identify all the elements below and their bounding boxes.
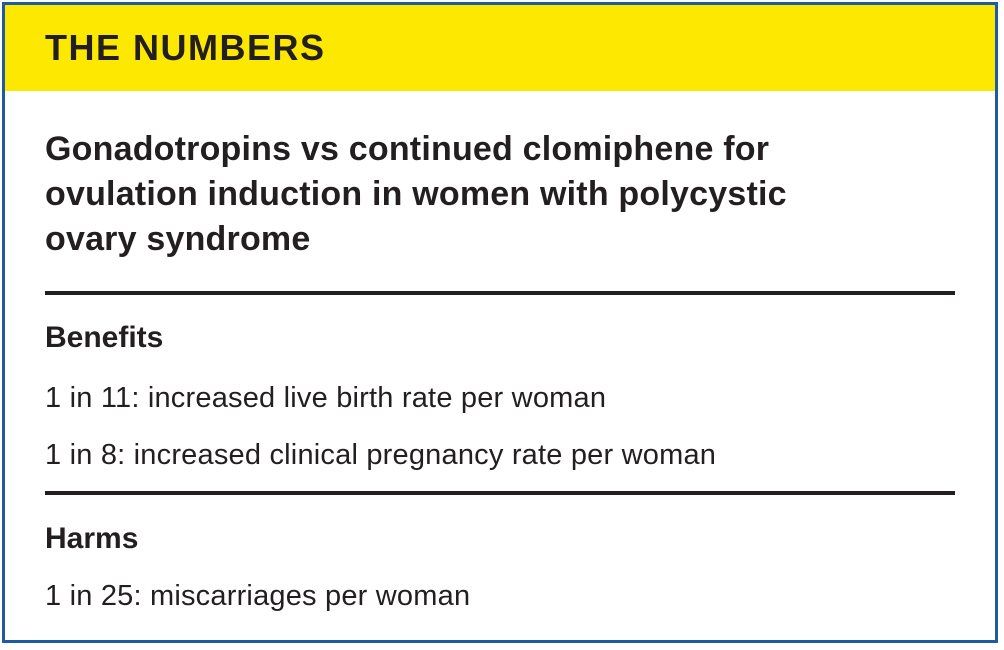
main-title-line-1: Gonadotropins vs continued clomiphene for [45, 130, 770, 168]
main-title-line-2: ovulation induction in women with polycystic [45, 175, 787, 213]
main-title [45, 127, 955, 262]
section-heading-harms: Harms [45, 522, 139, 555]
content-area [5, 127, 995, 613]
benefit-stat-clinical-pregnancy: 1 in 8: increased clinical pregnancy rate per woman [45, 439, 717, 471]
harm-stat-miscarriages: 1 in 25: miscarriages per woman [45, 580, 471, 612]
header-banner [5, 5, 995, 91]
main-title-line-3: ovary syndrome [45, 220, 311, 258]
divider-middle [45, 491, 955, 495]
banner-title: THE NUMBERS [45, 27, 326, 68]
section-heading-benefits: Benefits [45, 321, 164, 354]
divider-top [45, 291, 955, 295]
outer-frame [2, 2, 998, 643]
benefit-stat-live-birth: 1 in 11: increased live birth rate per woman [45, 382, 607, 414]
